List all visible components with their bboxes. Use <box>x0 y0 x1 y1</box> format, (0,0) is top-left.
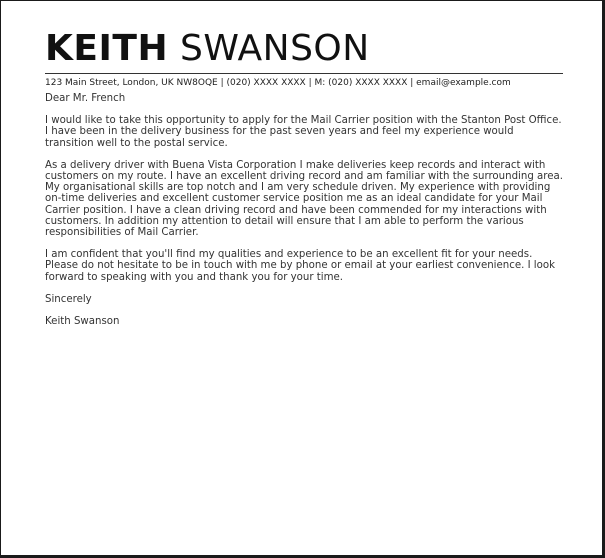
closing: Sincerely <box>45 293 92 305</box>
signature: Keith Swanson <box>45 316 120 328</box>
header-divider <box>45 73 563 74</box>
letter-body <box>45 93 563 327</box>
last-name: SWANSON <box>180 28 370 69</box>
paragraph-conclusion: I am confident that you'll find my qualities and experience to be an excellent fit for your needs. Please do not hesitate to be in touch with me by phone or email at your earliest convenience. I look forward to speaking with you and thank you for your time. <box>45 249 556 283</box>
paragraph-experience: As a delivery driver with Buena Vista Corporation I make deliveries keep records and interact with customers on my route. I have an excellent driving record and am familiar with the surrounding area. My organisational skills are top notch and I am very schedule driven. My experience with providing on-time deliveries and excellent customer service position me as an ideal candidate for your Mail Carrier position. I have a clean driving record and have been commended for my interactions with customers. In addition my attention to detail will ensure that I am able to perform the various responsibilities of Mail Carrier. <box>45 159 563 239</box>
first-name: KEITH <box>45 28 169 69</box>
contact-line: 123 Main Street, London, UK NW8OQE | (020) XXXX XXXX | M: (020) XXXX XXXX | email@example.com <box>45 78 511 88</box>
letterhead <box>45 29 563 90</box>
paragraph-intro: I would like to take this opportunity to apply for the Mail Carrier position with the Stanton Post Office. I have been in the delivery business for the past seven years and feel my experience would transition well to the postal service. <box>45 115 562 149</box>
applicant-name <box>45 29 563 69</box>
salutation: Dear Mr. French <box>45 93 126 104</box>
